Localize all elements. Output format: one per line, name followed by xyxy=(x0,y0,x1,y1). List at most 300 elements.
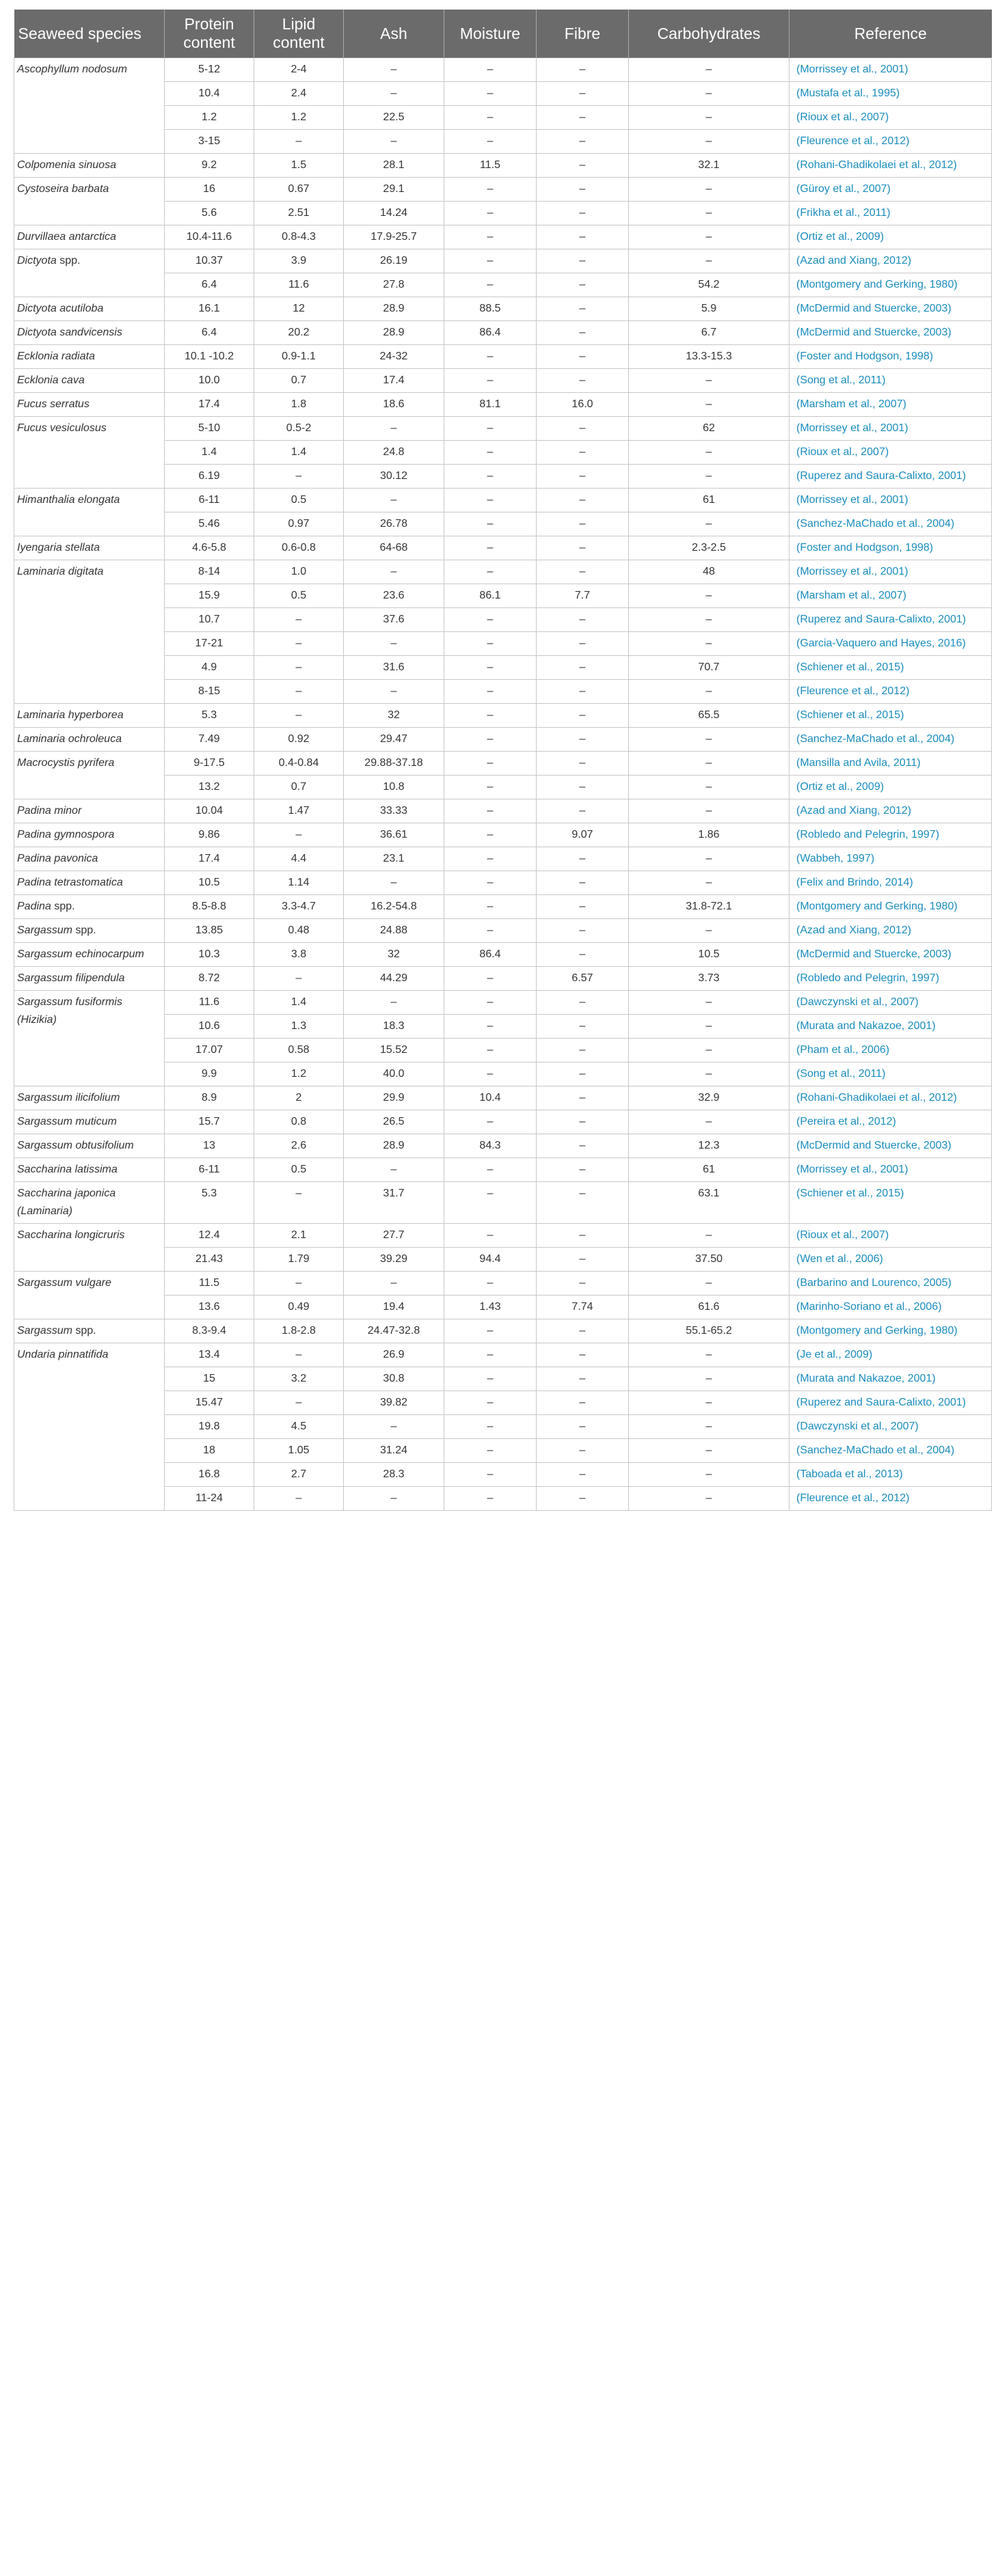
moisture-cell: – xyxy=(444,1272,537,1296)
reference-link[interactable]: (Song et al., 2011) xyxy=(790,369,992,393)
fibre-cell: – xyxy=(537,1224,629,1248)
fibre-cell: – xyxy=(537,512,629,536)
ash-cell: 30.8 xyxy=(344,1367,444,1391)
fibre-cell: – xyxy=(537,489,629,512)
reference-link[interactable]: (Morrissey et al., 2001) xyxy=(790,560,992,584)
moisture-cell: 88.5 xyxy=(444,297,537,321)
carbohydrates-cell: – xyxy=(629,919,790,943)
fibre-cell: – xyxy=(537,465,629,489)
ash-cell: 28.9 xyxy=(344,1134,444,1158)
lipid-cell: 0.92 xyxy=(254,728,344,752)
reference-link[interactable]: (Robledo and Pelegrin, 1997) xyxy=(790,823,992,847)
ash-cell: 24.47-32.8 xyxy=(344,1319,444,1343)
protein-cell: 5.3 xyxy=(165,704,254,728)
reference-link[interactable]: (Fleurence et al., 2012) xyxy=(790,680,992,704)
moisture-cell: – xyxy=(444,632,537,656)
fibre-cell: – xyxy=(537,441,629,465)
lipid-cell: 0.49 xyxy=(254,1296,344,1319)
reference-link[interactable]: (Schiener et al., 2015) xyxy=(790,1182,992,1224)
table-row xyxy=(14,58,992,82)
reference-link[interactable]: (Wabbeh, 1997) xyxy=(790,847,992,871)
reference-link[interactable]: (Pereira et al., 2012) xyxy=(790,1110,992,1134)
reference-link[interactable]: (Taboada et al., 2013) xyxy=(790,1463,992,1487)
table-row xyxy=(14,417,992,441)
lipid-cell: 0.5 xyxy=(254,584,344,608)
species-cell xyxy=(14,799,165,823)
species-cell xyxy=(14,1182,165,1224)
header-moisture: Moisture xyxy=(444,10,537,58)
ash-cell: – xyxy=(344,489,444,512)
fibre-cell: – xyxy=(537,273,629,297)
protein-cell: 9.9 xyxy=(165,1063,254,1086)
moisture-cell: – xyxy=(444,225,537,249)
table-row xyxy=(14,1343,992,1367)
carbohydrates-cell: 61 xyxy=(629,1158,790,1182)
fibre-cell: – xyxy=(537,1248,629,1272)
reference-link[interactable]: (Schiener et al., 2015) xyxy=(790,656,992,680)
ash-cell: 37.6 xyxy=(344,608,444,632)
table-row xyxy=(14,704,992,728)
table-row xyxy=(14,489,992,512)
lipid-cell: 0.7 xyxy=(254,369,344,393)
protein-cell: 9.2 xyxy=(165,154,254,178)
ash-cell: 23.1 xyxy=(344,847,444,871)
species-suffix: spp. xyxy=(72,924,96,936)
fibre-cell: – xyxy=(537,1463,629,1487)
lipid-cell: 3.3-4.7 xyxy=(254,895,344,919)
header-fibre: Fibre xyxy=(537,10,629,58)
reference-link[interactable]: (Pham et al., 2006) xyxy=(790,1039,992,1063)
moisture-cell: 84.3 xyxy=(444,1134,537,1158)
reference-link[interactable]: (Rioux et al., 2007) xyxy=(790,441,992,465)
table-header xyxy=(14,10,992,58)
species-cell xyxy=(14,823,165,847)
ash-cell: 27.7 xyxy=(344,1224,444,1248)
reference-link[interactable]: (Marinho-Soriano et al., 2006) xyxy=(790,1296,992,1319)
moisture-cell: – xyxy=(444,1224,537,1248)
reference-link[interactable]: (Foster and Hodgson, 1998) xyxy=(790,345,992,369)
reference-link[interactable]: (Felix and Brindo, 2014) xyxy=(790,871,992,895)
carbohydrates-cell: 5.9 xyxy=(629,297,790,321)
carbohydrates-cell: – xyxy=(629,369,790,393)
reference-link[interactable]: (Mansilla and Avila, 2011) xyxy=(790,752,992,776)
species-name: Fucus vesiculosus xyxy=(17,422,107,434)
species-name: Saccharina japonica (Laminaria) xyxy=(17,1188,116,1217)
reference-link[interactable]: (Marsham et al., 2007) xyxy=(790,393,992,417)
lipid-cell: 1.47 xyxy=(254,799,344,823)
moisture-cell: – xyxy=(444,752,537,776)
reference-link[interactable]: (Sanchez-MaChado et al., 2004) xyxy=(790,1439,992,1463)
lipid-cell: 0.9-1.1 xyxy=(254,345,344,369)
fibre-cell: – xyxy=(537,297,629,321)
fibre-cell: – xyxy=(537,417,629,441)
species-cell xyxy=(14,991,165,1086)
protein-cell: 8-14 xyxy=(165,560,254,584)
ash-cell: 23.6 xyxy=(344,584,444,608)
lipid-cell: 0.5-2 xyxy=(254,417,344,441)
protein-cell: 21.43 xyxy=(165,1248,254,1272)
carbohydrates-cell: 32.9 xyxy=(629,1086,790,1110)
fibre-cell: – xyxy=(537,632,629,656)
fibre-cell: – xyxy=(537,1086,629,1110)
lipid-cell: – xyxy=(254,632,344,656)
header-reference: Reference xyxy=(790,10,992,58)
carbohydrates-cell: – xyxy=(629,82,790,106)
fibre-cell: – xyxy=(537,728,629,752)
moisture-cell: – xyxy=(444,178,537,202)
protein-cell: 10.6 xyxy=(165,1015,254,1039)
moisture-cell: 1.43 xyxy=(444,1296,537,1319)
moisture-cell: – xyxy=(444,1391,537,1415)
fibre-cell: – xyxy=(537,560,629,584)
ash-cell: 29.47 xyxy=(344,728,444,752)
fibre-cell: – xyxy=(537,656,629,680)
table-row xyxy=(14,823,992,847)
carbohydrates-cell: 62 xyxy=(629,417,790,441)
ash-cell: – xyxy=(344,632,444,656)
species-cell xyxy=(14,1134,165,1158)
lipid-cell: 1.4 xyxy=(254,991,344,1015)
species-name: Padina xyxy=(17,901,51,912)
carbohydrates-cell: – xyxy=(629,584,790,608)
reference-link[interactable]: (Dawczynski et al., 2007) xyxy=(790,991,992,1015)
species-name: Padina gymnospora xyxy=(17,829,115,840)
reference-link[interactable]: (Rioux et al., 2007) xyxy=(790,106,992,130)
species-name: Laminaria digitata xyxy=(17,566,104,577)
carbohydrates-cell: – xyxy=(629,1015,790,1039)
ash-cell: 29.1 xyxy=(344,178,444,202)
lipid-cell: 20.2 xyxy=(254,321,344,345)
reference-link[interactable]: (Montgomery and Gerking, 1980) xyxy=(790,895,992,919)
carbohydrates-cell: – xyxy=(629,106,790,130)
moisture-cell: – xyxy=(444,1367,537,1391)
species-cell xyxy=(14,943,165,967)
carbohydrates-cell: 54.2 xyxy=(629,273,790,297)
lipid-cell: 0.8 xyxy=(254,1110,344,1134)
species-name: Macrocystis pyrifera xyxy=(17,757,115,769)
fibre-cell: – xyxy=(537,345,629,369)
lipid-cell: 0.6-0.8 xyxy=(254,536,344,560)
ash-cell: 39.82 xyxy=(344,1391,444,1415)
reference-link[interactable]: (Ortiz et al., 2009) xyxy=(790,776,992,799)
fibre-cell: – xyxy=(537,178,629,202)
carbohydrates-cell: – xyxy=(629,58,790,82)
moisture-cell: – xyxy=(444,728,537,752)
table-body xyxy=(14,58,992,1511)
carbohydrates-cell: – xyxy=(629,1110,790,1134)
lipid-cell: 12 xyxy=(254,297,344,321)
fibre-cell: 9.07 xyxy=(537,823,629,847)
protein-cell: 17.4 xyxy=(165,847,254,871)
protein-cell: 6.4 xyxy=(165,321,254,345)
moisture-cell: 11.5 xyxy=(444,154,537,178)
fibre-cell: – xyxy=(537,704,629,728)
fibre-cell: – xyxy=(537,1391,629,1415)
fibre-cell: – xyxy=(537,1319,629,1343)
seaweed-composition-table xyxy=(14,10,992,1511)
table-row xyxy=(14,847,992,871)
species-name: Saccharina longicruris xyxy=(17,1229,125,1241)
species-cell xyxy=(14,919,165,943)
ash-cell: – xyxy=(344,1272,444,1296)
species-cell xyxy=(14,847,165,871)
lipid-cell: – xyxy=(254,680,344,704)
protein-cell: 15.9 xyxy=(165,584,254,608)
ash-cell: 30.12 xyxy=(344,465,444,489)
species-name: Laminaria hyperborea xyxy=(17,709,124,721)
species-name: Sargassum fusiformis (Hizikia) xyxy=(17,996,122,1026)
fibre-cell: – xyxy=(537,1063,629,1086)
fibre-cell: – xyxy=(537,608,629,632)
lipid-cell: – xyxy=(254,1343,344,1367)
ash-cell: 29.88-37.18 xyxy=(344,752,444,776)
lipid-cell: 3.2 xyxy=(254,1367,344,1391)
ash-cell: 28.3 xyxy=(344,1463,444,1487)
carbohydrates-cell: – xyxy=(629,512,790,536)
species-cell xyxy=(14,536,165,560)
lipid-cell: 0.8-4.3 xyxy=(254,225,344,249)
reference-link[interactable]: (Morrissey et al., 2001) xyxy=(790,1158,992,1182)
header-species: Seaweed species xyxy=(14,10,165,58)
moisture-cell: – xyxy=(444,656,537,680)
species-name: Cystoseira barbata xyxy=(17,183,109,195)
carbohydrates-cell: – xyxy=(629,1487,790,1511)
protein-cell: 10.7 xyxy=(165,608,254,632)
protein-cell: 16.8 xyxy=(165,1463,254,1487)
moisture-cell: – xyxy=(444,1039,537,1063)
species-name: Sargassum filipendula xyxy=(17,972,125,984)
carbohydrates-cell: – xyxy=(629,799,790,823)
table-row xyxy=(14,1086,992,1110)
carbohydrates-cell: 48 xyxy=(629,560,790,584)
reference-link[interactable]: (McDermid and Stuercke, 2003) xyxy=(790,1134,992,1158)
ash-cell: 17.4 xyxy=(344,369,444,393)
lipid-cell: 0.5 xyxy=(254,489,344,512)
fibre-cell: – xyxy=(537,1015,629,1039)
moisture-cell: – xyxy=(444,1463,537,1487)
carbohydrates-cell: 6.7 xyxy=(629,321,790,345)
table-row xyxy=(14,345,992,369)
protein-cell: 1.4 xyxy=(165,441,254,465)
ash-cell: 31.6 xyxy=(344,656,444,680)
ash-cell: – xyxy=(344,991,444,1015)
carbohydrates-cell: – xyxy=(629,1415,790,1439)
reference-link[interactable]: (Morrissey et al., 2001) xyxy=(790,489,992,512)
fibre-cell: – xyxy=(537,249,629,273)
reference-link[interactable]: (Dawczynski et al., 2007) xyxy=(790,1415,992,1439)
carbohydrates-cell: 12.3 xyxy=(629,1134,790,1158)
fibre-cell: – xyxy=(537,1343,629,1367)
reference-link[interactable]: (McDermid and Stuercke, 2003) xyxy=(790,321,992,345)
species-name: Dictyota sandvicensis xyxy=(17,327,122,338)
carbohydrates-cell: 31.8-72.1 xyxy=(629,895,790,919)
protein-cell: 19.8 xyxy=(165,1415,254,1439)
species-cell xyxy=(14,1343,165,1511)
reference-link[interactable]: (Fleurence et al., 2012) xyxy=(790,130,992,154)
carbohydrates-cell: 65.5 xyxy=(629,704,790,728)
species-cell xyxy=(14,154,165,178)
fibre-cell: 16.0 xyxy=(537,393,629,417)
reference-link[interactable]: (Sanchez-MaChado et al., 2004) xyxy=(790,728,992,752)
fibre-cell: – xyxy=(537,225,629,249)
reference-link[interactable]: (Mustafa et al., 1995) xyxy=(790,82,992,106)
fibre-cell: – xyxy=(537,871,629,895)
carbohydrates-cell: 10.5 xyxy=(629,943,790,967)
reference-link[interactable]: (Song et al., 2011) xyxy=(790,1063,992,1086)
protein-cell: 3-15 xyxy=(165,130,254,154)
carbohydrates-cell: – xyxy=(629,465,790,489)
moisture-cell: – xyxy=(444,967,537,991)
species-suffix: spp. xyxy=(56,255,81,266)
fibre-cell: – xyxy=(537,202,629,225)
reference-link[interactable]: (Barbarino and Lourenco, 2005) xyxy=(790,1272,992,1296)
species-cell xyxy=(14,369,165,393)
reference-link[interactable]: (Ortiz et al., 2009) xyxy=(790,225,992,249)
table-row xyxy=(14,919,992,943)
moisture-cell: – xyxy=(444,345,537,369)
protein-cell: 13.2 xyxy=(165,776,254,799)
protein-cell: 10.3 xyxy=(165,943,254,967)
table-row xyxy=(14,871,992,895)
reference-link[interactable]: (Azad and Xiang, 2012) xyxy=(790,249,992,273)
protein-cell: 10.0 xyxy=(165,369,254,393)
reference-link[interactable]: (Frikha et al., 2011) xyxy=(790,202,992,225)
reference-link[interactable]: (Robledo and Pelegrin, 1997) xyxy=(790,967,992,991)
protein-cell: 10.37 xyxy=(165,249,254,273)
protein-cell: 7.49 xyxy=(165,728,254,752)
ash-cell: 31.24 xyxy=(344,1439,444,1463)
moisture-cell: – xyxy=(444,919,537,943)
table-row xyxy=(14,728,992,752)
reference-link[interactable]: (Sanchez-MaChado et al., 2004) xyxy=(790,512,992,536)
fibre-cell: – xyxy=(537,1039,629,1063)
species-cell xyxy=(14,1224,165,1272)
reference-link[interactable]: (Güroy et al., 2007) xyxy=(790,178,992,202)
fibre-cell: – xyxy=(537,1272,629,1296)
protein-cell: 6-11 xyxy=(165,1158,254,1182)
species-name: Sargassum xyxy=(17,1325,72,1337)
fibre-cell: – xyxy=(537,106,629,130)
carbohydrates-cell: 63.1 xyxy=(629,1182,790,1224)
fibre-cell: – xyxy=(537,680,629,704)
reference-link[interactable]: (Montgomery and Gerking, 1980) xyxy=(790,273,992,297)
protein-cell: 5-10 xyxy=(165,417,254,441)
protein-cell: 10.4 xyxy=(165,82,254,106)
lipid-cell: 1.79 xyxy=(254,1248,344,1272)
ash-cell: 26.5 xyxy=(344,1110,444,1134)
lipid-cell: – xyxy=(254,1182,344,1224)
moisture-cell: – xyxy=(444,680,537,704)
table-row xyxy=(14,895,992,919)
protein-cell: 8.72 xyxy=(165,967,254,991)
moisture-cell: – xyxy=(444,871,537,895)
fibre-cell: – xyxy=(537,1487,629,1511)
reference-link[interactable]: (Rohani-Ghadikolaei et al., 2012) xyxy=(790,154,992,178)
carbohydrates-cell: – xyxy=(629,871,790,895)
reference-link[interactable]: (McDermid and Stuercke, 2003) xyxy=(790,943,992,967)
ash-cell: 39.29 xyxy=(344,1248,444,1272)
protein-cell: 10.1 -10.2 xyxy=(165,345,254,369)
reference-link[interactable]: (Murata and Nakazoe, 2001) xyxy=(790,1367,992,1391)
species-cell xyxy=(14,1110,165,1134)
carbohydrates-cell: – xyxy=(629,441,790,465)
lipid-cell: 2.7 xyxy=(254,1463,344,1487)
reference-link[interactable]: (McDermid and Stuercke, 2003) xyxy=(790,297,992,321)
species-cell xyxy=(14,489,165,536)
reference-link[interactable]: (Montgomery and Gerking, 1980) xyxy=(790,1319,992,1343)
table-row xyxy=(14,1272,992,1296)
reference-link[interactable]: (Ruperez and Saura-Calixto, 2001) xyxy=(790,1391,992,1415)
protein-cell: 12.4 xyxy=(165,1224,254,1248)
moisture-cell: – xyxy=(444,1319,537,1343)
reference-link[interactable]: (Wen et al., 2006) xyxy=(790,1248,992,1272)
carbohydrates-cell: 1.86 xyxy=(629,823,790,847)
table-row xyxy=(14,1110,992,1134)
moisture-cell: – xyxy=(444,465,537,489)
species-name: Saccharina latissima xyxy=(17,1164,118,1175)
reference-link[interactable]: (Ruperez and Saura-Calixto, 2001) xyxy=(790,465,992,489)
reference-link[interactable]: (Murata and Nakazoe, 2001) xyxy=(790,1015,992,1039)
species-name: Colpomenia sinuosa xyxy=(17,159,116,171)
table-row xyxy=(14,154,992,178)
ash-cell: 26.78 xyxy=(344,512,444,536)
reference-link[interactable]: (Azad and Xiang, 2012) xyxy=(790,919,992,943)
fibre-cell: – xyxy=(537,1110,629,1134)
moisture-cell: 10.4 xyxy=(444,1086,537,1110)
species-name: Padina pavonica xyxy=(17,853,98,864)
reference-link[interactable]: (Morrissey et al., 2001) xyxy=(790,417,992,441)
moisture-cell: 86.4 xyxy=(444,943,537,967)
moisture-cell: – xyxy=(444,991,537,1015)
reference-link[interactable]: (Foster and Hodgson, 1998) xyxy=(790,536,992,560)
moisture-cell: – xyxy=(444,776,537,799)
ash-cell: 26.9 xyxy=(344,1343,444,1367)
table-row xyxy=(14,1134,992,1158)
reference-link[interactable]: (Rohani-Ghadikolaei et al., 2012) xyxy=(790,1086,992,1110)
ash-cell: 19.4 xyxy=(344,1296,444,1319)
fibre-cell: – xyxy=(537,919,629,943)
reference-link[interactable]: (Ruperez and Saura-Calixto, 2001) xyxy=(790,608,992,632)
reference-link[interactable]: (Garcia-Vaquero and Hayes, 2016) xyxy=(790,632,992,656)
species-cell xyxy=(14,704,165,728)
moisture-cell: – xyxy=(444,1063,537,1086)
fibre-cell: – xyxy=(537,58,629,82)
reference-link[interactable]: (Azad and Xiang, 2012) xyxy=(790,799,992,823)
lipid-cell: 0.58 xyxy=(254,1039,344,1063)
lipid-cell: 2.1 xyxy=(254,1224,344,1248)
moisture-cell: – xyxy=(444,895,537,919)
carbohydrates-cell: – xyxy=(629,680,790,704)
species-name: Laminaria ochroleuca xyxy=(17,733,122,745)
reference-link[interactable]: (Rioux et al., 2007) xyxy=(790,1224,992,1248)
fibre-cell: – xyxy=(537,799,629,823)
table-row xyxy=(14,1319,992,1343)
reference-link[interactable]: (Morrissey et al., 2001) xyxy=(790,58,992,82)
carbohydrates-cell: 55.1-65.2 xyxy=(629,1319,790,1343)
protein-cell: 15 xyxy=(165,1367,254,1391)
species-name: Dictyota xyxy=(17,255,57,266)
lipid-cell: – xyxy=(254,1391,344,1415)
reference-link[interactable]: (Schiener et al., 2015) xyxy=(790,704,992,728)
reference-link[interactable]: (Fleurence et al., 2012) xyxy=(790,1487,992,1511)
moisture-cell: – xyxy=(444,1487,537,1511)
protein-cell: 17.07 xyxy=(165,1039,254,1063)
ash-cell: 32 xyxy=(344,704,444,728)
reference-link[interactable]: (Marsham et al., 2007) xyxy=(790,584,992,608)
reference-link[interactable]: (Je et al., 2009) xyxy=(790,1343,992,1367)
species-cell xyxy=(14,752,165,799)
species-cell xyxy=(14,321,165,345)
